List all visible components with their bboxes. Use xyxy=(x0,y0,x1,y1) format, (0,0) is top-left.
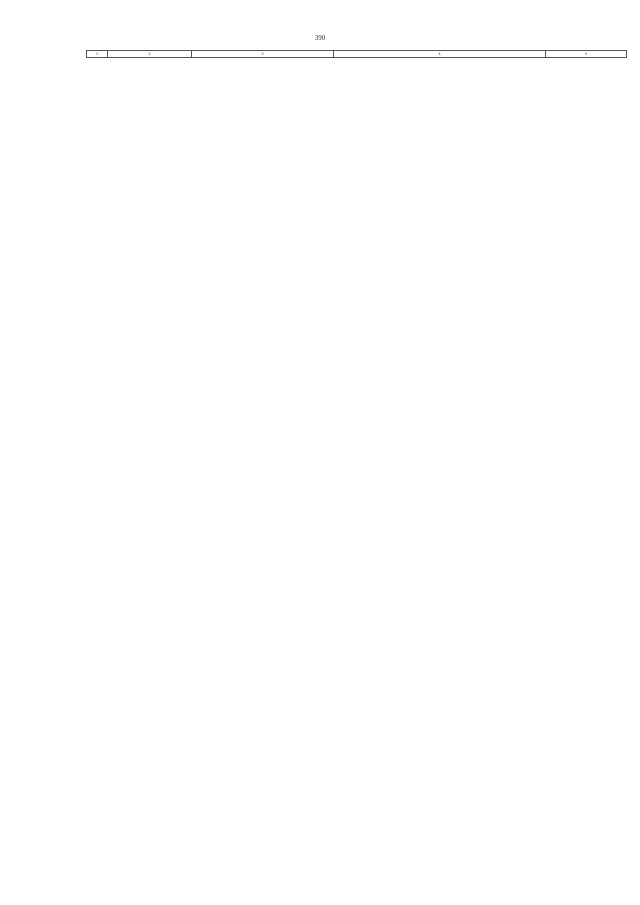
table-header-row xyxy=(87,51,627,58)
column-header: 3 xyxy=(192,51,334,58)
page-number: 390 xyxy=(314,34,326,42)
works-table xyxy=(86,50,627,58)
column-header: 4 xyxy=(334,51,546,58)
column-header: 5 xyxy=(546,51,627,58)
column-header: 1 xyxy=(87,51,108,58)
column-header: 2 xyxy=(108,51,192,58)
